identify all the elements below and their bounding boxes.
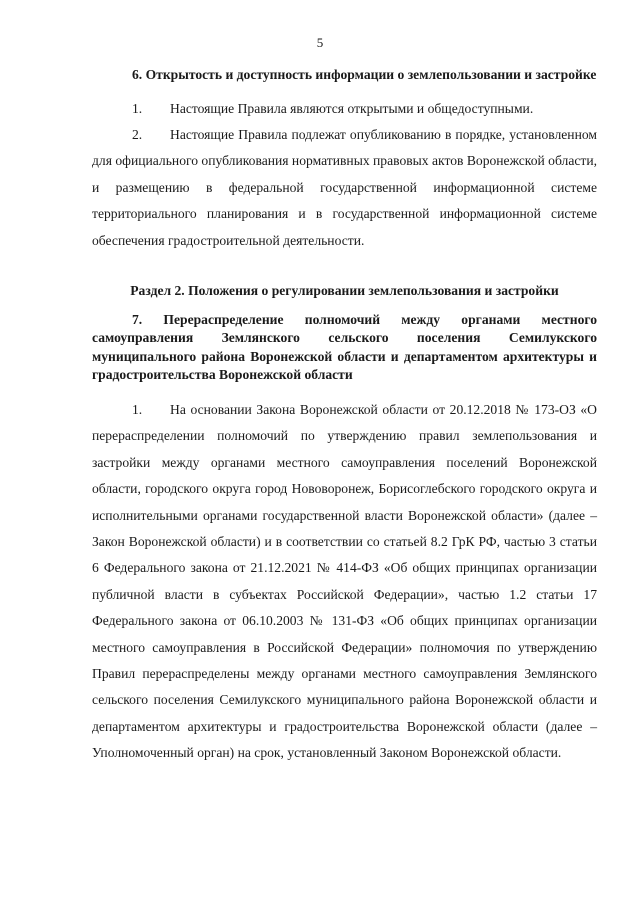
item-number: 1.: [132, 100, 143, 116]
section-7-item-1: [92, 397, 597, 767]
item-number: 1.: [132, 401, 143, 417]
item-text: Настоящие Правила являются открытыми и общедоступными.: [170, 100, 534, 116]
item-number: 2.: [132, 126, 143, 142]
document-body: [92, 66, 597, 767]
page-number: 5: [316, 35, 324, 50]
item-text: Настоящие Правила подлежат опубликованию в порядке, установленном для официального опубликования нормативных правовых актов Воронежской области, и размещению в федеральной государственной информационной системе территориального планирования и в государственной информационной системе обеспечения градостроительной деятельности.: [92, 126, 597, 248]
section-6-item-1: [92, 96, 597, 122]
item-text: На основании Закона Воронежской области от 20.12.2018 № 173-ОЗ «О перераспределении полномочий по утверждению правил землепользования и застройки между органами местного самоуправления поселений Воронежской области, городского округа город Нововоронеж, Борисоглебского городского округа и исполнительными органами государственной власти Воронежской области» (далее – Закон Воронежской области) и в соответствии со статьей 8.2 ГрК РФ, частью 3 статьи 6 Федерального закона от 21.12.2021 № 414-ФЗ «Об общих принципах организации публичной власти в субъектах Российской Федерации», частью 1.2 статьи 17 Федерального закона от 06.10.2003 № 131-ФЗ «Об общих принципах организации местного самоуправления в Российской Федерации» полномочия по утверждению Правил перераспределены между органами местного самоуправления Землянского сельского поселения Семилукского муниципального района Воронежской области и департаментом архитектуры и градостроительства Воронежской области (далее – Уполномоченный орган) на срок, установленный Законом Воронежской области.: [92, 401, 597, 761]
section-6-item-2: [92, 122, 597, 254]
section-7-heading: 7. Перераспределение полномочий между органами местного самоуправления Землянского сельского поселения Семилукского муниципального района Воронежской области и департаментом архитектуры и градостроительства Воронежской области: [92, 311, 597, 383]
section-2-title: Раздел 2. Положения о регулировании землепользования и застройки: [130, 282, 559, 298]
section-6-heading: 6. Открытость и доступность информации о землепользовании и застройке: [132, 67, 597, 82]
